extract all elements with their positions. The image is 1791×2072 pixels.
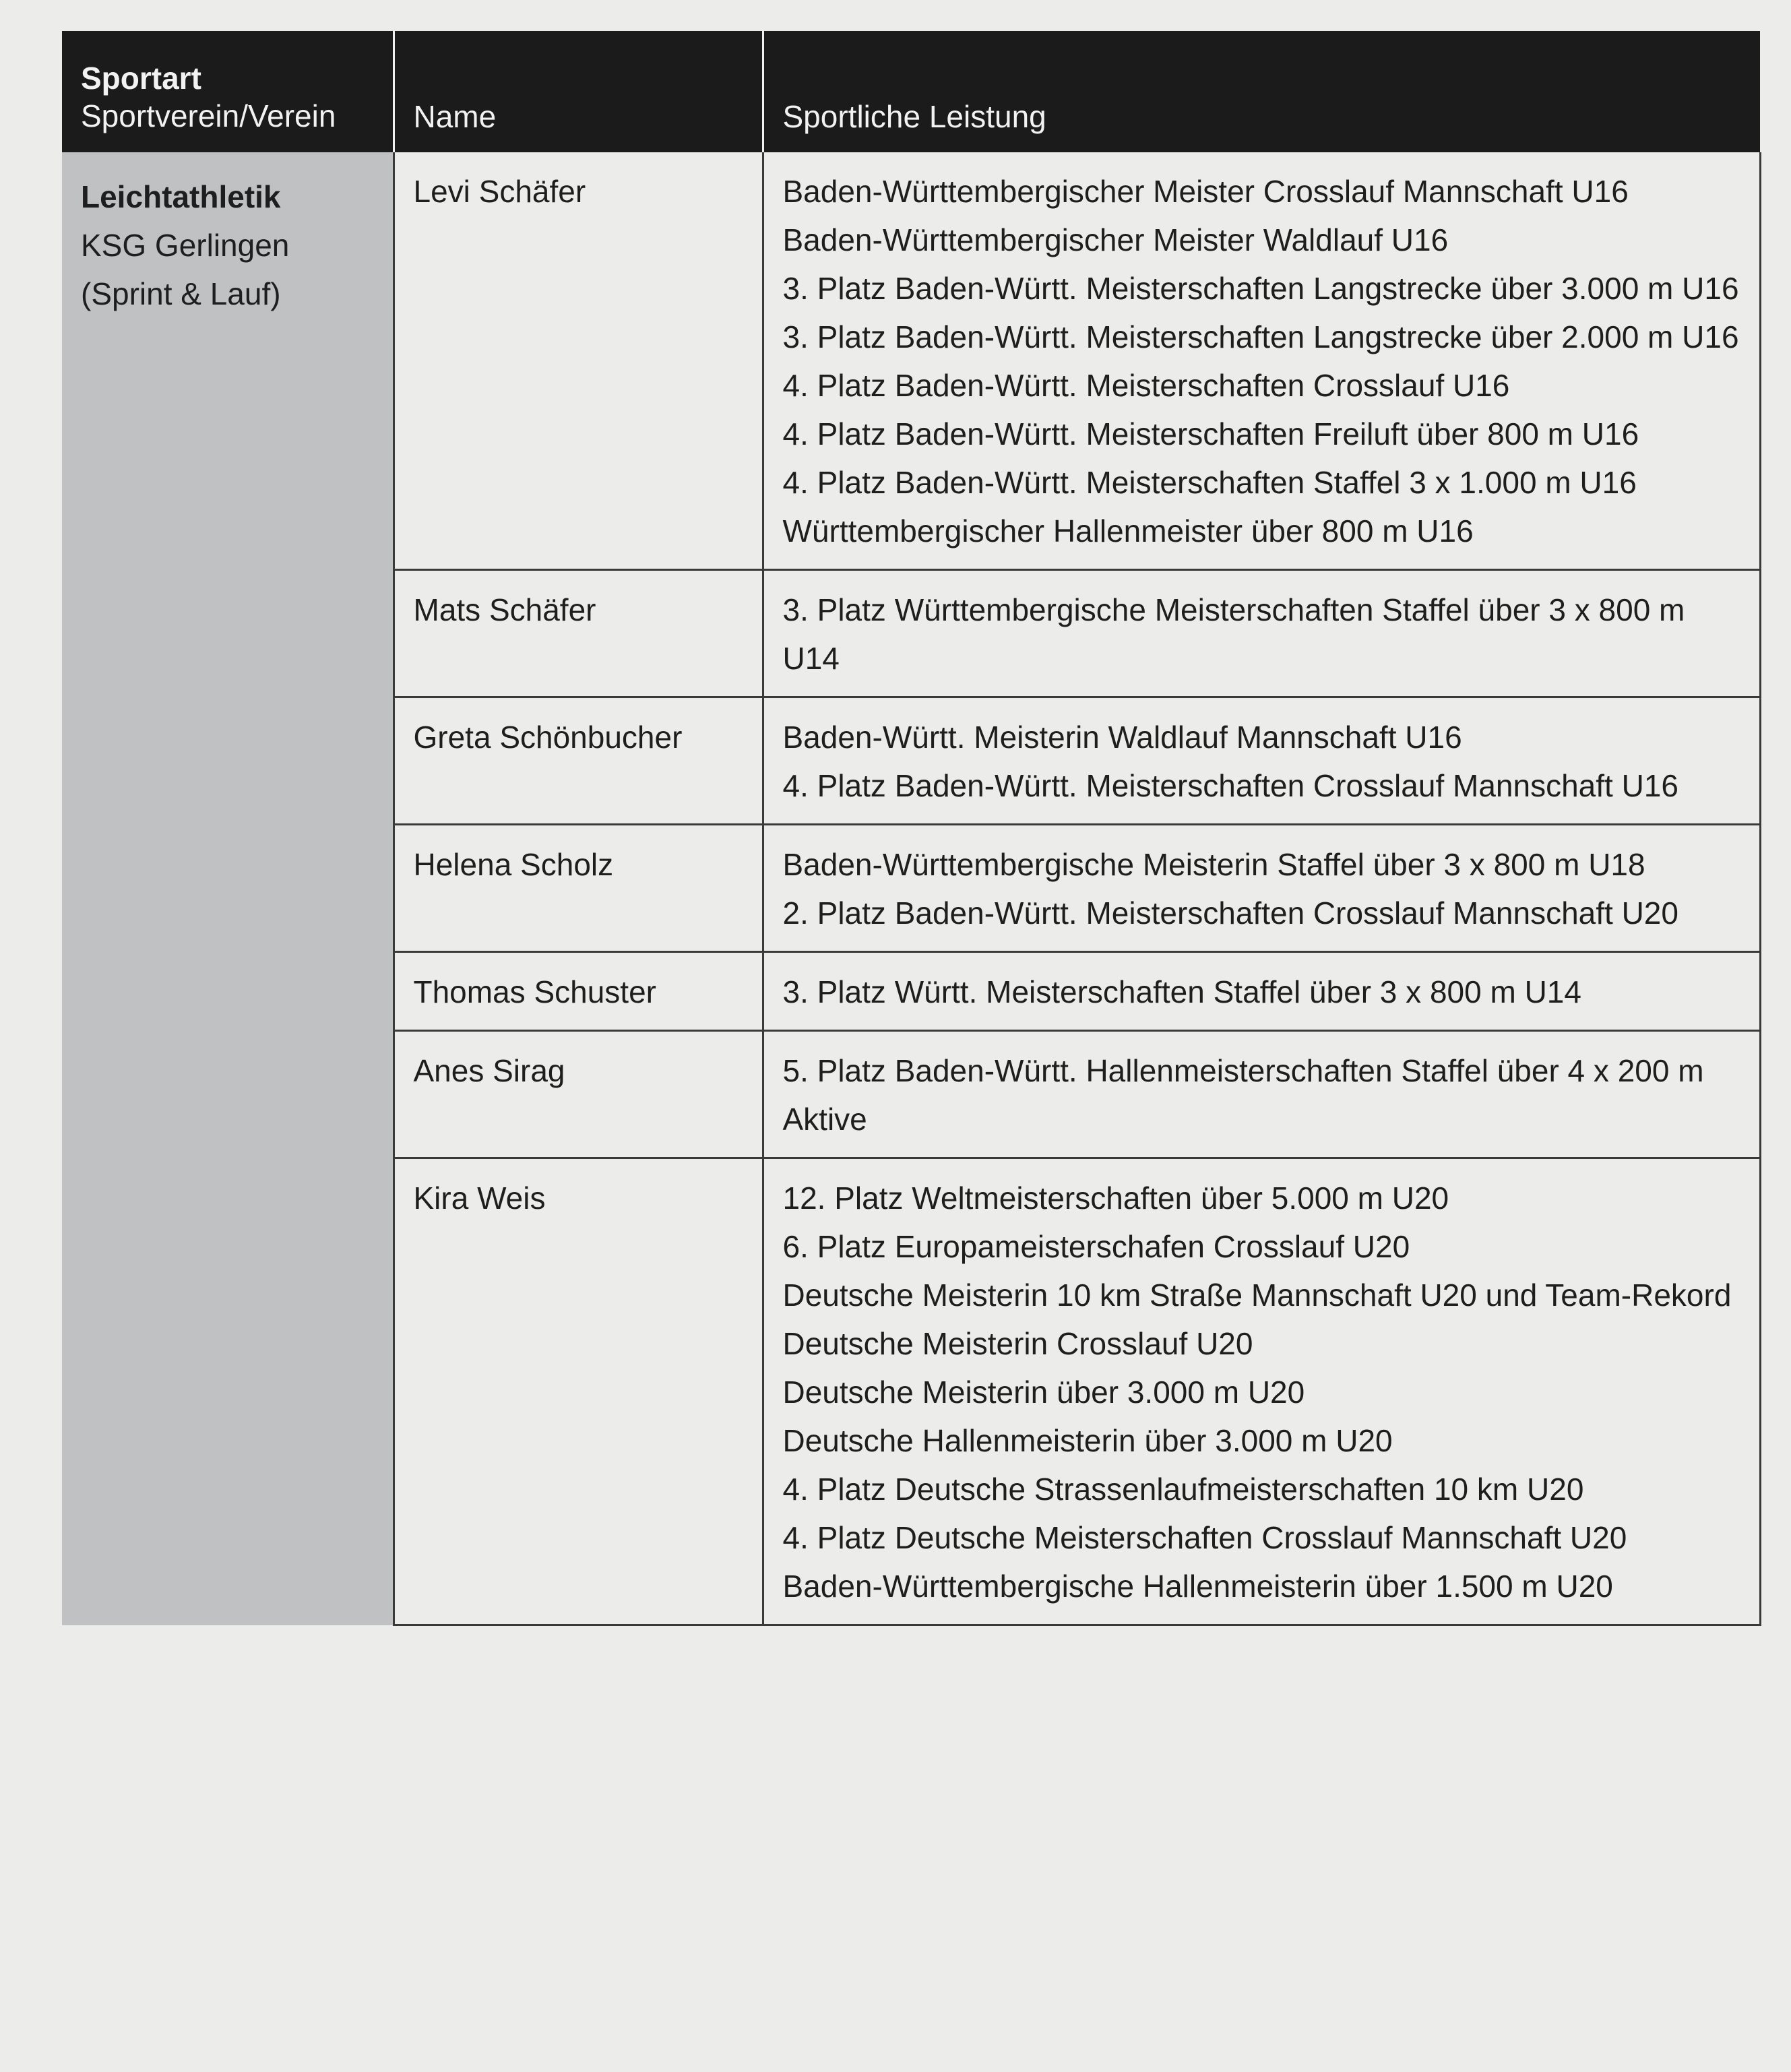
sport-club-line2: (Sprint & Lauf): [81, 276, 281, 311]
performance-line: 6. Platz Europameisterschafen Crosslauf U20: [782, 1229, 1410, 1264]
performance-line: 4. Platz Baden-Württ. Meisterschaften Staffel 3 x 1.000 m U16: [782, 465, 1637, 500]
performance-line: Baden-Württembergische Meisterin Staffel über 3 x 800 m U18: [782, 847, 1645, 882]
athlete-name: Greta Schönbucher: [394, 697, 763, 825]
header-performance: Sportliche Leistung: [763, 31, 1760, 152]
performance-line: Deutsche Hallenmeisterin über 3.000 m U20: [782, 1423, 1393, 1458]
header-sport: [62, 31, 394, 152]
header-sport-label: Sportart: [81, 61, 201, 96]
table-header-row: [62, 31, 1760, 152]
performance-line: Deutsche Meisterin über 3.000 m U20: [782, 1375, 1305, 1410]
performance-cell: [763, 570, 1760, 697]
performance-line: 5. Platz Baden-Württ. Hallenmeisterschaften Staffel über 4 x 200 m Aktive: [782, 1053, 1704, 1137]
performance-line: Baden-Württembergische Hallenmeisterin über 1.500 m U20: [782, 1569, 1613, 1604]
athlete-name: Mats Schäfer: [394, 570, 763, 697]
performance-line: 3. Platz Baden-Württ. Meisterschaften Langstrecke über 3.000 m U16: [782, 271, 1739, 306]
athlete-name: Levi Schäfer: [394, 152, 763, 570]
header-name: Name: [394, 31, 763, 152]
performance-line: 4. Platz Baden-Württ. Meisterschaften Crosslauf U16: [782, 368, 1510, 403]
sport-club-line1: KSG Gerlingen: [81, 228, 290, 263]
header-club-label: Sportverein/Verein: [81, 98, 336, 133]
performance-line: 4. Platz Deutsche Strassenlaufmeisterschaften 10 km U20: [782, 1472, 1584, 1507]
athlete-name: Anes Sirag: [394, 1031, 763, 1158]
athlete-name: Helena Scholz: [394, 825, 763, 952]
performance-cell: [763, 1158, 1760, 1625]
table-row: [62, 152, 1760, 570]
performance-line: 3. Platz Baden-Württ. Meisterschaften Langstrecke über 2.000 m U16: [782, 319, 1739, 354]
performance-line: 3. Platz Württ. Meisterschaften Staffel über 3 x 800 m U14: [782, 974, 1581, 1009]
table-body: [62, 152, 1760, 1625]
performance-line: Baden-Württembergischer Meister Crosslauf Mannschaft U16: [782, 174, 1629, 209]
performance-line: 4. Platz Baden-Württ. Meisterschaften Freiluft über 800 m U16: [782, 416, 1639, 451]
performance-cell: [763, 825, 1760, 952]
performance-cell: [763, 697, 1760, 825]
performance-line: 12. Platz Weltmeisterschaften über 5.000 m U20: [782, 1181, 1449, 1216]
performance-cell: [763, 152, 1760, 570]
sport-cell: [62, 152, 394, 1625]
performance-line: 4. Platz Baden-Württ. Meisterschaften Crosslauf Mannschaft U16: [782, 768, 1678, 803]
performance-line: Baden-Württembergischer Meister Waldlauf U16: [782, 222, 1449, 257]
performance-cell: [763, 952, 1760, 1031]
performance-line: 4. Platz Deutsche Meisterschaften Crosslauf Mannschaft U20: [782, 1520, 1627, 1555]
sport-name: Leichtathletik: [81, 179, 281, 214]
performance-line: Deutsche Meisterin 10 km Straße Mannschaft U20 und Team-Rekord: [782, 1278, 1732, 1313]
athletes-table: [62, 31, 1761, 1626]
performance-cell: [763, 1031, 1760, 1158]
performance-line: 3. Platz Württembergische Meisterschaften Staffel über 3 x 800 m U14: [782, 592, 1685, 676]
performance-line: Württembergischer Hallenmeister über 800 m U16: [782, 513, 1474, 548]
performance-line: Deutsche Meisterin Crosslauf U20: [782, 1326, 1253, 1361]
performance-line: Baden-Württ. Meisterin Waldlauf Mannschaft U16: [782, 720, 1462, 755]
performance-line: 2. Platz Baden-Württ. Meisterschaften Crosslauf Mannschaft U20: [782, 896, 1678, 931]
athlete-name: Thomas Schuster: [394, 952, 763, 1031]
athlete-name: Kira Weis: [394, 1158, 763, 1625]
